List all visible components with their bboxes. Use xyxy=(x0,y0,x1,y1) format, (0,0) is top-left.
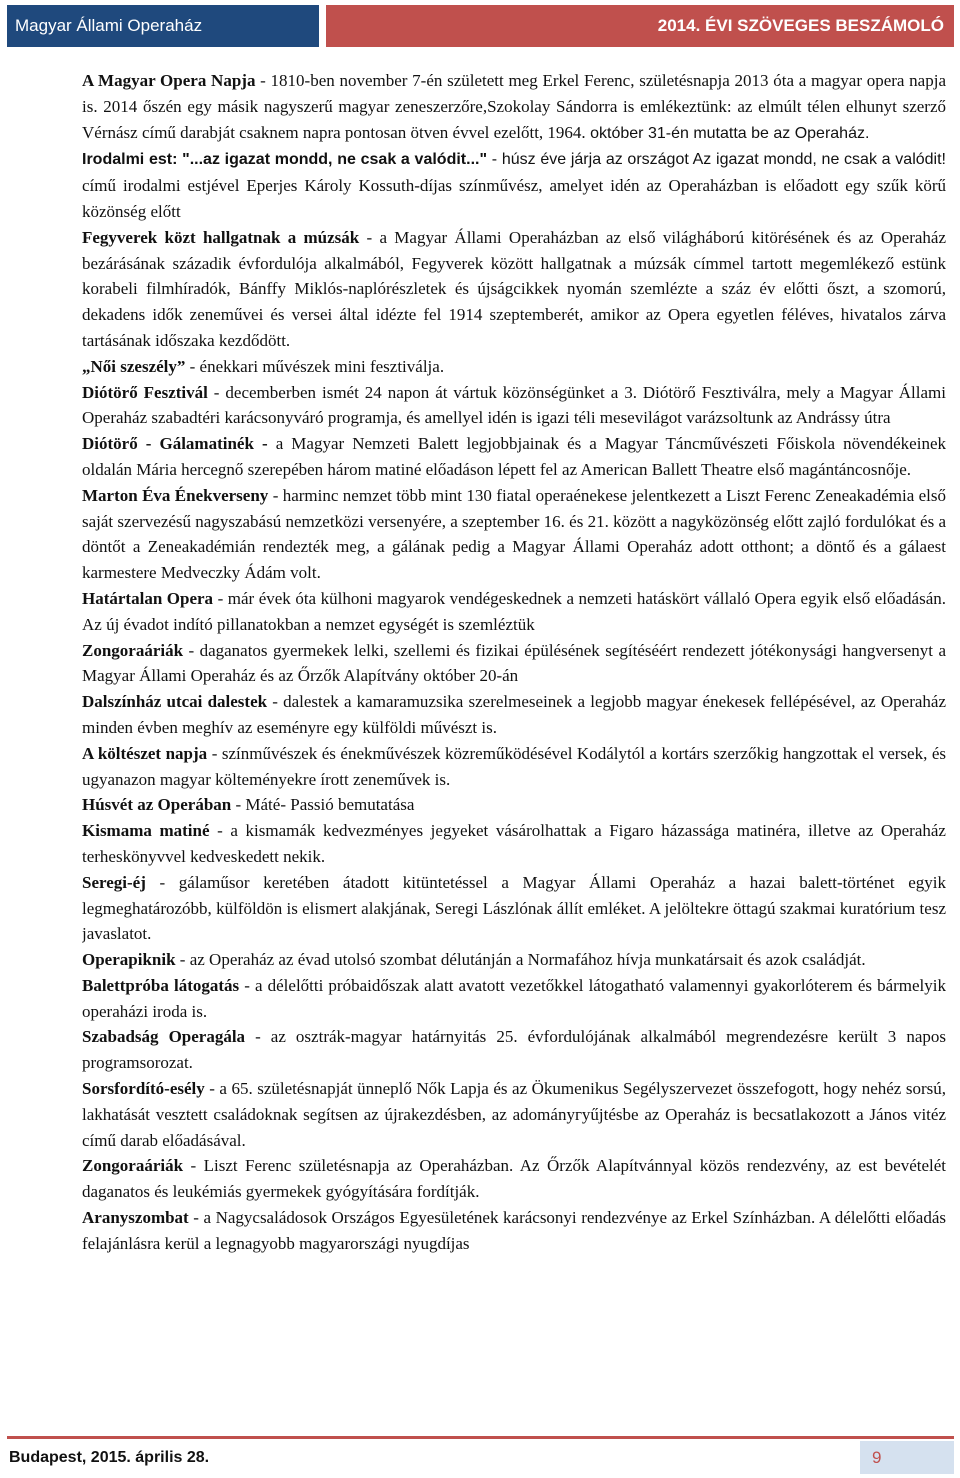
report-body xyxy=(82,68,946,1410)
list-item: ● Irodalmi est: "...az igazat mondd, ne csak a valódit..." - húsz éve járja az országot Az igazat mondd, ne csak a valódit! című irodalmi estjével Eperjes Károly Kossuth-díjas színművész, amelyet idén az Operaházban is előadott egy szűk körű közönség előtt xyxy=(82,146,946,224)
list-item: ● Sorsfordító-esély - a 65. születésnapját ünneplő Nők Lapja és az Ökumenikus Segélyszervezet összefogott, hogy nehéz sorsú, lakhatását vesztett családoknak segítsen az újrakezdésben, az adományгyűjtésbe az Operaház is becsatlakozott a János vitéz című darab előadásával. xyxy=(82,1076,946,1153)
list-item: ● Zongoraáriák - Liszt Ferenc születésnapja az Operaházban. Az Őrzők Alapítvánnyal közös rendezvény, az est bevételét daganatos és leukémiás gyermekek gyógyítására fordítják. xyxy=(82,1153,946,1205)
footer-divider xyxy=(7,1436,954,1439)
list-item: ● Zongoraáriák - daganatos gyermekek lelki, szellemi és fizikai épülésének segítéséért rendezett jótékonysági hangversenyt a Magyar Állami Operaház és az Őrzők Alapítvány október 20-án xyxy=(82,638,946,690)
list-item: ● Operapiknik - az Operaház az évad utolsó szombat délutánján a Normafához hívja munkatársait és azok családját. xyxy=(82,947,946,973)
page-number: 9 xyxy=(860,1441,954,1474)
list-item: ● Húsvét az Operában - Máté- Passió bemutatása xyxy=(82,792,946,818)
list-item: ● „Női szeszély” - énekkari művészek mini fesztiválja. xyxy=(82,354,946,380)
list-item: ● Szabadság Operagála - az osztrák-magyar határnyitás 25. évfordulójának alkalmából megrendezésre került 3 napos programsorozat. xyxy=(82,1024,946,1076)
list-item: ● Dalszínház utcai dalestek - dalestek a kamaramuzsika szerelmeseinek a legjobb magyar énekesek fellépésével, az Operaház minden évben meghív az eseményre egy külföldi művészt is. xyxy=(82,689,946,741)
event-list xyxy=(82,68,946,1257)
header-organization: Magyar Állami Operaház xyxy=(7,5,319,47)
list-item: ● Diótörő Fesztivál - decemberben ismét 24 napon át vártuk közönségünket a 3. Diótörő Fesztiválra, mely a Magyar Állami Operaház szabadtéri karácsonyváró programja, és amellyel idén is igazi téli mesevilágot varázsoltunk az Andrássy útra xyxy=(82,380,946,432)
footer-date: Budapest, 2015. április 28. xyxy=(7,1441,855,1474)
list-item: ● A Magyar Opera Napja - 1810-ben november 7-én született meg Erkel Ferenc, születésnapja 2013 óta a magyar opera napja is. 2014 őszén egy másik nagyszerű magyar zeneszerzőre,Szokolay Sándorra is emlékeztünk: az elmúlt télen elhunyt szerző Vérnász című darabját csaknem napra pontosan ötven évvel ezelőtt, 1964. október 31-én mutatta be az Operaház. xyxy=(82,68,946,146)
list-item: ● Diótörő - Gálamatinék - a Magyar Nemzeti Balett legjobbjainak és a Magyar Táncművészeti Főiskola növendékeinek oldalán Mária hercegnő szerepében három matiné előadáson lépett fel az American Ballett Theatre első magántáncosnője. xyxy=(82,431,946,483)
list-item: ● Kismama matiné - a kismamák kedvezményes jegyeket vásárolhattak a Figaro házassága matinéra, illetve az Operaház terheskönyvvel kedveskedett nekik. xyxy=(82,818,946,870)
list-item: ● A költészet napja - színművészek és énekművészek közreműködésével Kodálytól a kortárs szerzőkig hangzottak el versek, és ugyanazon magyar költeményekre írott zeneművek is. xyxy=(82,741,946,793)
list-item: ● Fegyverek közt hallgatnak a múzsák - a Magyar Állami Operaházban az első világháború kitörésének és az Operaház bezárásának századik évfordulója alkalmából, Fegyverek között hallgatnak a múzsák címmel tartott megemlékező estünk korabeli filmhíradók, Bánffy Miklós-naplórészletek és újságcikkek nyomán szemlézte a száz év előtti őszt, a szomorú, dekadens idők zeneművei és versei által idézte fel 1914 szeptemberét, amikor az Opera egyetlen féléves, hivatalos zárva tartásának időszaka kezdődött. xyxy=(82,225,946,354)
header-report-title: 2014. ÉVI SZÖVEGES BESZÁMOLÓ xyxy=(326,5,954,47)
list-item: ● Seregi-éj - gálaműsor keretében átadott kitüntetéssel a Magyar Állami Operaház a hazai balett-történet egyik legmeghatározóbb, külföldön is elismert alakjának, Seregi Lászlónak állít emléket. A jelöltekre öttagú szakmai kuratórium tesz javaslatot. xyxy=(82,870,946,947)
list-item: ● Aranyszombat - a Nagycsaládosok Országos Egyesületének karácsonyi rendezvénye az Erkel Színházban. A délelőtti előadás felajánlásra kerül a legnagyobb magyarországi nyugdíjas xyxy=(82,1205,946,1257)
page-header xyxy=(7,5,954,47)
list-item: ● Marton Éva Énekverseny - harminc nemzet több mint 130 fiatal operaénekese jelentkezett a Liszt Ferenc Zeneakadémia első saját szervezésű nagyszabású nemzetközi versenyére, a szeptember 16. és 21. között a nagyközönség előtt zajló fordulókat és a döntőt a Zeneakadémián rendezték meg, a gálának pedig a Magyar Állami Operaház adott otthont; a döntő és a gálaest karmestere Medveczky Ádám volt. xyxy=(82,483,946,586)
list-item: ● Balettpróba látogatás - a délelőtti próbaidőszak alatt avatott vezetőkkel látogatható valamennyi gyakorlóterem és bármelyik operaházi iroda is. xyxy=(82,973,946,1025)
list-item: ● Határtalan Opera - már évek óta külhoni magyarok vendégeskednek a nemzeti hatáskört vállaló Opera egyik első előadásán. Az új évadot indító pillanatokban a nemzet egységét is szemléztük xyxy=(82,586,946,638)
